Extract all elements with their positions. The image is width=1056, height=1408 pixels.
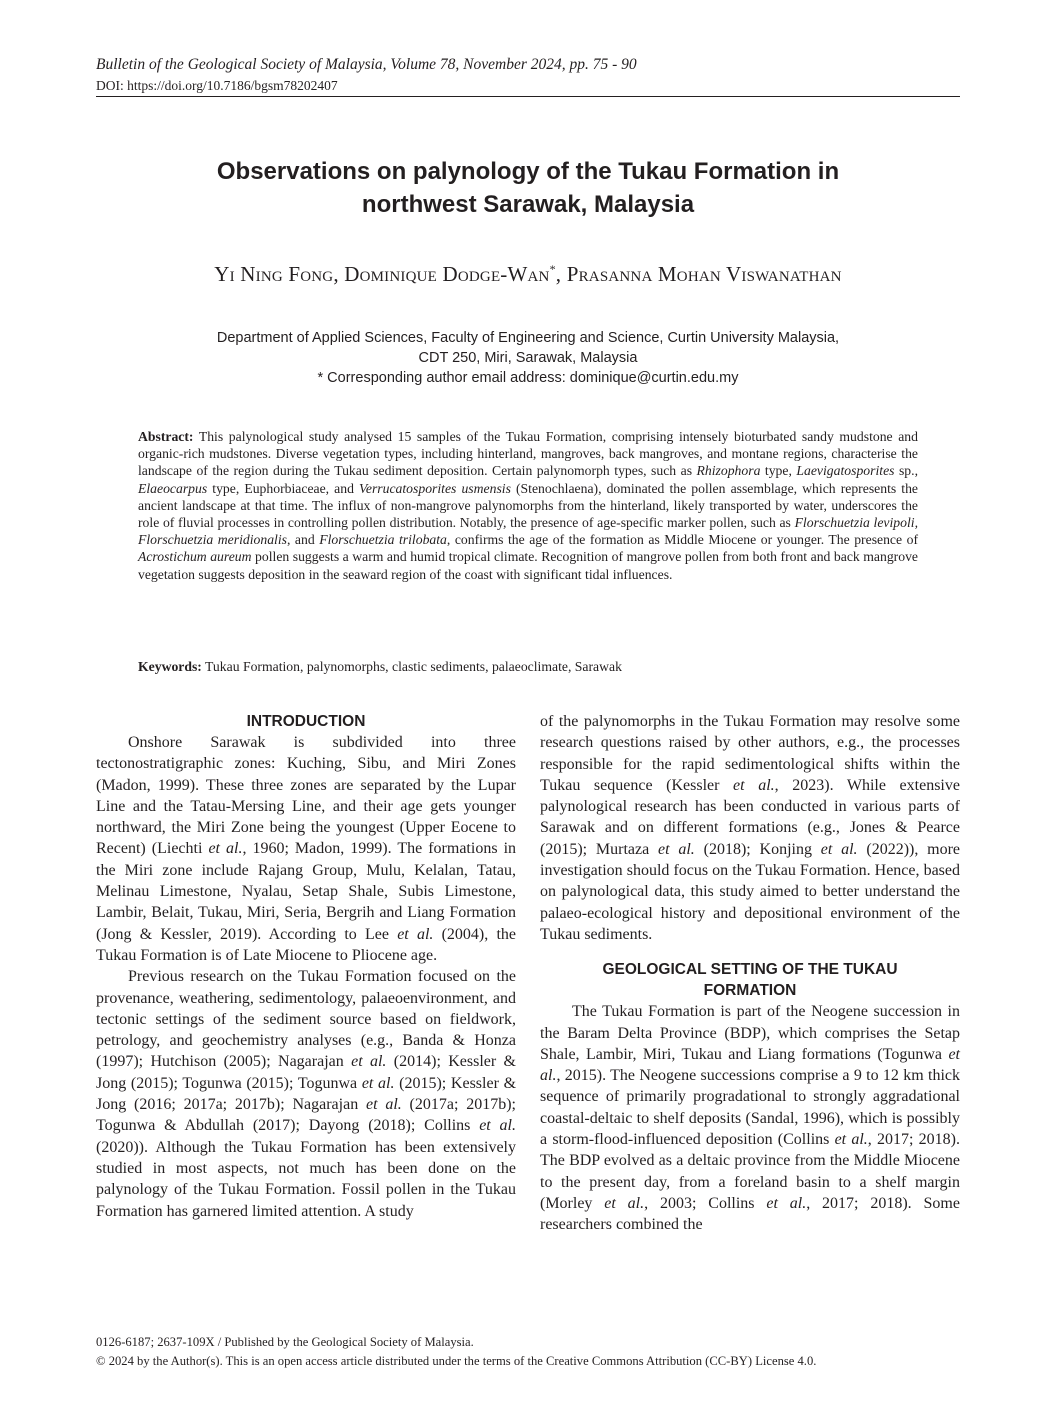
text-run: et al. xyxy=(820,840,858,858)
taxon-name: Florschuetzia trilobata xyxy=(319,532,447,548)
issn-line: 0126-6187; 2637-109X / Published by the Geological Society of Malaysia. xyxy=(96,1335,474,1349)
author-3: , Prasanna Mohan Viswanathan xyxy=(555,262,842,286)
license-line: © 2024 by the Author(s). This is an open access article distributed under the terms of the Creative Commons Attribution (CC-BY) License 4.0. xyxy=(96,1353,817,1368)
author-2: Dominique Dodge-Wan xyxy=(344,262,550,286)
page-footer xyxy=(96,1333,816,1370)
text-run: et al. xyxy=(365,1096,402,1114)
text-run: et al. xyxy=(540,1045,960,1085)
text-run: et al. xyxy=(208,840,243,858)
text-run: , 2015). The Neogene successions comprise a 9 to 12 km thick sequence of primarily progradational to strongly aggradational coastal-deltaic to shelf deposits (Sandal, 1996), which is possibly a storm-flood-influenced deposition (Collins xyxy=(540,1067,960,1149)
abstract-text: (Stenochlaena), dominated the pollen assemblage, which represents the ancient landscape at that time. The influx of non-mangrove palynomorphs from the hinterland, likely transported by water, underscores the role of fluvial processes in controlling pollen distribution. Notably, the presence of age-specific marker pollen, such as xyxy=(138,480,919,531)
abstract-text: sp., xyxy=(894,463,918,479)
text-run: et al. xyxy=(766,1194,807,1212)
corresponding-mark: * xyxy=(549,262,556,276)
text-run: et al. xyxy=(834,1131,868,1149)
keywords xyxy=(138,659,918,675)
taxon-name: Florschuetzia levipoli, Florschuetzia meridionalis xyxy=(138,515,918,548)
paper-title xyxy=(120,155,936,221)
text-run: (2004), the Tukau Formation is of Late Miocene to Pliocene age. xyxy=(96,925,517,964)
text-run: (2015); Kessler & Jong (2016; 2017a; 2017b); Nagarajan xyxy=(96,1074,517,1114)
text-run: of the palynomorphs in the Tukau Formation may resolve some research questions raised by other authors, e.g., the processes responsible for the rapid sedimentological shifts within the Tukau sequence (Kessler xyxy=(540,713,960,794)
text-run: et al. xyxy=(361,1074,395,1092)
abstract-text: type, xyxy=(760,463,797,479)
body-column-right xyxy=(540,711,960,1236)
doi-line: DOI: https://doi.org/10.7186/bgsm78202407 xyxy=(96,78,338,93)
text-run: et al. xyxy=(604,1194,645,1212)
author-1: Yi Ning Fong, xyxy=(214,262,345,286)
text-run: et al. xyxy=(397,925,434,943)
keywords-list: Tukau Formation, palynomorphs, clastic sediments, palaeoclimate, Sarawak xyxy=(201,659,622,674)
text-run: et al. xyxy=(479,1117,517,1135)
intro-paragraph-3 xyxy=(540,711,960,945)
abstract-text: This palynological study analysed 15 samples of the Tukau Formation, comprising intensely bioturbated sandy mudstone and organic-rich mudstones. Diverse vegetation types, including hinterland, mangroves, back mangroves, and montane regions, characterise the landscape of the region during the Tukau sediment deposition. Certain palynomorph types, such as xyxy=(138,429,918,479)
title-line-2: northwest Sarawak, Malaysia xyxy=(361,191,695,218)
text-run: , 2017; 2018). The BDP evolved as a deltaic province from the Middle Miocene to the present day, from a foreland basin to a shelf margin (Morley xyxy=(540,1131,960,1212)
text-run: (2020)). Although the Tukau Formation has been extensively studied in most aspects, not much has been done on the palynology of the Tukau Formation. Fossil pollen in the Tukau Formation has garnered limited attention. A study xyxy=(96,1138,516,1220)
abstract xyxy=(138,428,918,583)
corresponding-email: * Corresponding author email address: dominique@curtin.edu.my xyxy=(317,370,739,386)
taxon-name: Elaeocarpus xyxy=(138,480,208,496)
geology-paragraph-1 xyxy=(540,1001,960,1235)
text-run: , 2003; Collins xyxy=(644,1194,767,1212)
abstract-text: , and xyxy=(286,532,320,548)
heading-line-2: FORMATION xyxy=(703,982,797,1000)
text-run: Onshore Sarawak is subdivided into three tectonostratigraphic zones: Kuching, Sibu, and Miri Zones (Madon, 1999). These three zones are separated by the Lupar Line and the Tatau-Mersing Line, and their age gets younger northward, the Miri Zone being the youngest (Upper Eocene to Recent) (Liechti xyxy=(96,734,516,858)
taxon-name: Acrostichum aureum xyxy=(138,549,252,565)
text-run: Previous research on the Tukau Formation focused on the provenance, weathering, sedimentology, palaeoenvironment, and tectonic settings of the sediment source based on fieldwork, petrology, and geochemistry analyses (e.g., Banda & Honza (1997); Hutchison (2005); Nagarajan xyxy=(96,968,516,1071)
taxon-name: Verrucatosporites usmensis xyxy=(359,480,511,496)
taxon-name: Rhizophora xyxy=(696,463,761,479)
header-divider xyxy=(96,96,960,97)
text-run: (2014); Kessler & Jong (2015); Togunwa (2015); Togunwa xyxy=(96,1053,516,1092)
abstract-label: Abstract: xyxy=(138,429,194,444)
text-run: et al. xyxy=(658,840,695,858)
heading-line-1: GEOLOGICAL SETTING OF THE TUKAU xyxy=(602,961,898,979)
text-run: The Tukau Formation is part of the Neogene succession in the Baram Delta Province (BDP), which comprises the Setap Shale, Lambir, Miri, Tukau and Liang formations (Togunwa xyxy=(540,1003,960,1063)
text-run: , 2017; 2018). Some researchers combined the xyxy=(540,1194,960,1234)
title-line-1: Observations on palynology of the Tukau Formation in xyxy=(216,158,840,185)
intro-paragraph-2 xyxy=(96,966,516,1222)
section-heading-geological-setting xyxy=(540,959,960,1001)
affiliation-line-2: CDT 250, Miri, Sarawak, Malaysia xyxy=(418,350,638,366)
text-run: (2017a; 2017b); Togunwa & Abdullah (2017); Dayong (2018); Collins xyxy=(96,1096,516,1135)
abstract-text: , confirms the age of the formation as Middle Miocene or younger. The presence of xyxy=(446,532,918,548)
intro-paragraph-1 xyxy=(96,732,516,966)
journal-citation: Bulletin of the Geological Society of Malaysia, Volume 78, November 2024, pp. 75 - 90 xyxy=(96,56,637,73)
text-run: et al. xyxy=(351,1053,387,1071)
affiliation-line-1: Department of Applied Sciences, Faculty of Engineering and Science, Curtin University Malaysia, xyxy=(216,330,840,346)
abstract-text: type, Euphorbiaceae, and xyxy=(207,480,360,496)
author-list xyxy=(96,262,960,287)
abstract-text: pollen suggests a warm and humid tropical climate. Recognition of mangrove pollen from both front and back mangrove vegetation suggests deposition in the seaward region of the coast with significant tidal influences. xyxy=(138,549,918,582)
text-run: et al. xyxy=(733,776,775,794)
taxon-name: Laevigatosporites xyxy=(796,463,895,479)
text-run: (2018); Konjing xyxy=(694,840,821,858)
keywords-label: Keywords: xyxy=(138,659,202,674)
text-run: , 2023). While extensive palynological research has been conducted in various parts of Sarawak and on different formations (e.g., Jones & Pearce (2015); Murtaza xyxy=(540,776,960,858)
text-run: (2022)), more investigation should focus on the Tukau Formation. Hence, based on palynological data, this study aimed to better understand the palaeo-ecological history and depositional environment of the Tukau sediments. xyxy=(540,840,961,943)
text-run: , 1960; Madon, 1999). The formations in the Miri zone include Rajang Group, Mulu, Kelalan, Tatau, Melinau Limestone, Nyalau, Setap Shale, Subis Limestone, Lambir, Belait, Tukau, Miri, Seria, Bergrih and Liang Formation (Jong & Kessler, 2019). According to Lee xyxy=(96,840,517,943)
affiliation xyxy=(96,328,960,388)
section-heading-introduction: INTRODUCTION xyxy=(246,713,366,730)
body-column-left xyxy=(96,711,516,1222)
